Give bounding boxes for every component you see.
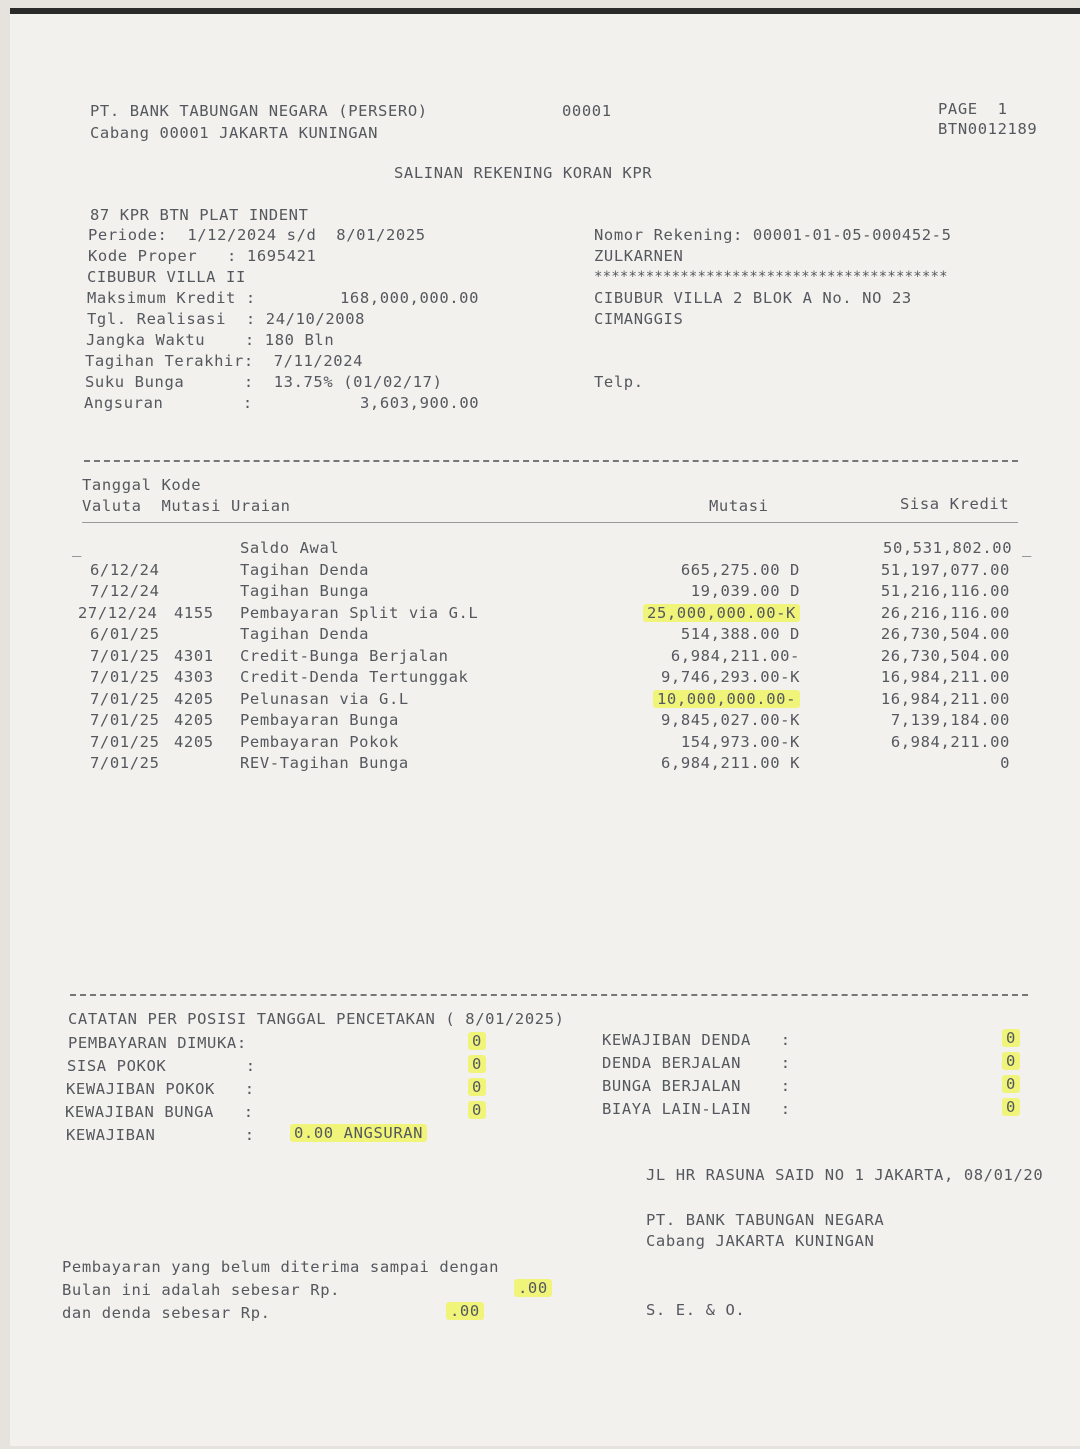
row-sisa-kredit: 51,216,116.00 [880, 582, 1010, 600]
note-left-value-highlight: 0 [468, 1078, 486, 1096]
row-sisa-kredit: 50,531,802.00 _ [883, 539, 1032, 557]
footer-address: JL HR RASUNA SAID NO 1 JAKARTA, 08/01/20 [646, 1166, 1044, 1184]
header-sisa-kredit: Sisa Kredit [900, 495, 1010, 513]
note-left-value [468, 1100, 486, 1120]
row-mutasi: 514,388.00 D [680, 625, 800, 643]
row-description: Pembayaran Bunga [240, 711, 399, 729]
row-sisa-kredit: 16,984,211.00 [880, 689, 1010, 708]
row-description: Tagihan Denda [240, 560, 370, 579]
row-sisa-kredit: 26,730,504.00 [880, 625, 1010, 643]
note-right-label: BUNGA BERJALAN : [602, 1077, 791, 1095]
note-right-label: KEWAJIBAN DENDA : [602, 1031, 791, 1049]
header-valuta-mutasi-uraian: Valuta Mutasi Uraian [82, 497, 291, 515]
note-right-value [1002, 1097, 1020, 1117]
nomor-rekening: Nomor Rekening: 00001-01-05-000452-5 [594, 226, 952, 244]
row-description: Tagihan Bunga [240, 582, 370, 600]
note-left-value-highlight: 0 [468, 1055, 486, 1073]
branch-code: 00001 [562, 102, 612, 120]
address-line-2: CIMANGGIS [594, 310, 684, 328]
payment-note-line-3: dan denda sebesar Rp. [62, 1304, 271, 1322]
row-mutasi: 6,984,211.00- [670, 646, 800, 665]
kewajiban-value [290, 1123, 427, 1143]
row-mutasi: 19,039.00 D [690, 582, 800, 600]
bank-name: PT. BANK TABUNGAN NEGARA (PERSERO) [90, 102, 428, 120]
denda-amount [446, 1301, 484, 1321]
row-sisa-kredit: 16,984,211.00 [880, 668, 1010, 686]
row-date: 6/01/25 [90, 625, 160, 643]
row-description: Saldo Awal [240, 539, 340, 557]
note-left-label: KEWAJIBAN BUNGA : [65, 1103, 254, 1121]
note-left-value-highlight: 0 [468, 1101, 486, 1119]
note-left-label: KEWAJIBAN POKOK : [66, 1080, 255, 1098]
note-left-value [468, 1077, 486, 1097]
row-sisa-kredit: 26,730,504.00 [880, 646, 1010, 665]
row-date: _ [72, 539, 82, 557]
kewajiban-value-text: 0.00 ANGSURAN [290, 1124, 427, 1142]
payment-amount-text: .00 [514, 1279, 552, 1297]
footer-branch: Cabang JAKARTA KUNINGAN [646, 1232, 875, 1250]
row-date: 27/12/24 [78, 603, 158, 622]
note-right-value [1002, 1028, 1020, 1048]
suku-bunga: Suku Bunga : 13.75% (01/02/17) [85, 373, 443, 391]
row-sisa-kredit: 7,139,184.00 [890, 711, 1010, 729]
row-description: Pembayaran Split via G.L [240, 603, 479, 622]
jangka-waktu: Jangka Waktu : 180 Bln [86, 331, 335, 349]
row-date: 7/01/25 [90, 646, 160, 665]
masked-line: ***************************************** [594, 269, 948, 285]
row-sisa-kredit: 6,984,211.00 [890, 732, 1010, 751]
separator-top [84, 460, 1018, 462]
payment-note-line-1: Pembayaran yang belum diterima sampai dengan [62, 1258, 499, 1276]
note-left-label: PEMBAYARAN DIMUKA: [68, 1034, 247, 1052]
row-mutasi: 6,984,211.00 K [660, 754, 800, 772]
row-mutasi [653, 689, 800, 709]
note-right-value-highlight: 0 [1002, 1052, 1020, 1070]
address-line-1: CIBUBUR VILLA 2 BLOK A No. NO 23 [594, 289, 912, 307]
row-mutasi: 665,275.00 D [680, 560, 800, 579]
row-code: 4155 [174, 603, 214, 622]
row-date: 6/12/24 [90, 560, 160, 579]
row-mutasi: 9,746,293.00-K [660, 668, 800, 686]
maksimum-kredit-value: 168,000,000.00 [340, 289, 480, 307]
payment-note-line-2: Bulan ini adalah sebesar Rp. [62, 1281, 341, 1299]
row-mutasi: 9,845,027.00-K [660, 711, 800, 729]
note-right-value [1002, 1051, 1020, 1071]
note-right-value [1002, 1074, 1020, 1094]
note-left-value-highlight: 0 [468, 1032, 486, 1050]
note-left-value [468, 1031, 486, 1051]
note-right-value-highlight: 0 [1002, 1075, 1020, 1093]
row-description: Tagihan Denda [240, 625, 370, 643]
period: Periode: 1/12/2024 s/d 8/01/2025 [88, 226, 426, 244]
kode-proper: Kode Proper : 1695421 [88, 247, 317, 265]
footer-seo: S. E. & O. [646, 1301, 746, 1319]
customer-name: ZULKARNEN [594, 247, 684, 265]
row-date: 7/01/25 [90, 689, 160, 708]
row-description: Pembayaran Pokok [240, 732, 399, 751]
document-id: BTN0012189 [938, 120, 1038, 138]
row-date: 7/01/25 [90, 668, 160, 686]
page-number: PAGE 1 [938, 100, 1008, 118]
branch-name: Cabang 00001 JAKARTA KUNINGAN [90, 124, 379, 142]
row-mutasi: 154,973.00-K [680, 732, 800, 751]
separator-notes [70, 994, 1028, 996]
footer-bank: PT. BANK TABUNGAN NEGARA [646, 1211, 885, 1229]
tgl-realisasi: Tgl. Realisasi : 24/10/2008 [87, 310, 366, 328]
row-mutasi-highlight: 10,000,000.00- [653, 690, 800, 708]
row-date: 7/01/25 [90, 754, 160, 772]
note-right-value-highlight: 0 [1002, 1098, 1020, 1116]
maksimum-kredit-label: Maksimum Kredit : [87, 289, 256, 307]
row-sisa-kredit: 26,216,116.00 [880, 603, 1010, 622]
row-code: 4205 [174, 711, 214, 729]
row-sisa-kredit: 0 [1000, 754, 1010, 772]
note-left-value [468, 1054, 486, 1074]
angsuran-label: Angsuran : [84, 394, 253, 412]
payment-amount [514, 1278, 552, 1298]
row-description: Pelunasan via G.L [240, 689, 409, 708]
note-right-label: DENDA BERJALAN : [602, 1054, 791, 1072]
row-code: 4301 [174, 646, 214, 665]
project-name: CIBUBUR VILLA II [87, 268, 246, 286]
row-description: Credit-Denda Tertunggak [240, 668, 469, 686]
row-code: 4205 [174, 732, 214, 751]
notes-title: CATATAN PER POSISI TANGGAL PENCETAKAN ( 8/01/2025) [68, 1010, 565, 1028]
row-code: 4303 [174, 668, 214, 686]
document-title: SALINAN REKENING KORAN KPR [394, 164, 653, 182]
row-mutasi [643, 603, 800, 623]
kewajiban-label: KEWAJIBAN : [66, 1126, 255, 1144]
row-date: 7/01/25 [90, 711, 160, 729]
row-description: REV-Tagihan Bunga [240, 754, 409, 772]
tagihan-terakhir: Tagihan Terakhir: 7/11/2024 [85, 352, 364, 370]
row-sisa-kredit: 51,197,077.00 [880, 560, 1010, 579]
note-left-label: SISA POKOK : [67, 1057, 256, 1075]
document-page [10, 8, 1080, 1446]
row-date: 7/01/25 [90, 732, 160, 751]
denda-amount-text: .00 [446, 1302, 484, 1320]
row-description: Credit-Bunga Berjalan [240, 646, 449, 665]
row-mutasi-highlight: 25,000,000.00-K [643, 604, 800, 622]
row-code: 4205 [174, 689, 214, 708]
header-tanggal-kode: Tanggal Kode [82, 476, 202, 494]
row-date: 7/12/24 [90, 582, 160, 600]
note-right-value-highlight: 0 [1002, 1029, 1020, 1047]
angsuran-value: 3,603,900.00 [360, 394, 480, 412]
telp-label: Telp. [594, 373, 644, 391]
header-underline [82, 522, 1018, 523]
product-name: 87 KPR BTN PLAT INDENT [90, 206, 309, 224]
note-right-label: BIAYA LAIN-LAIN : [602, 1100, 791, 1118]
header-mutasi: Mutasi [709, 497, 769, 515]
